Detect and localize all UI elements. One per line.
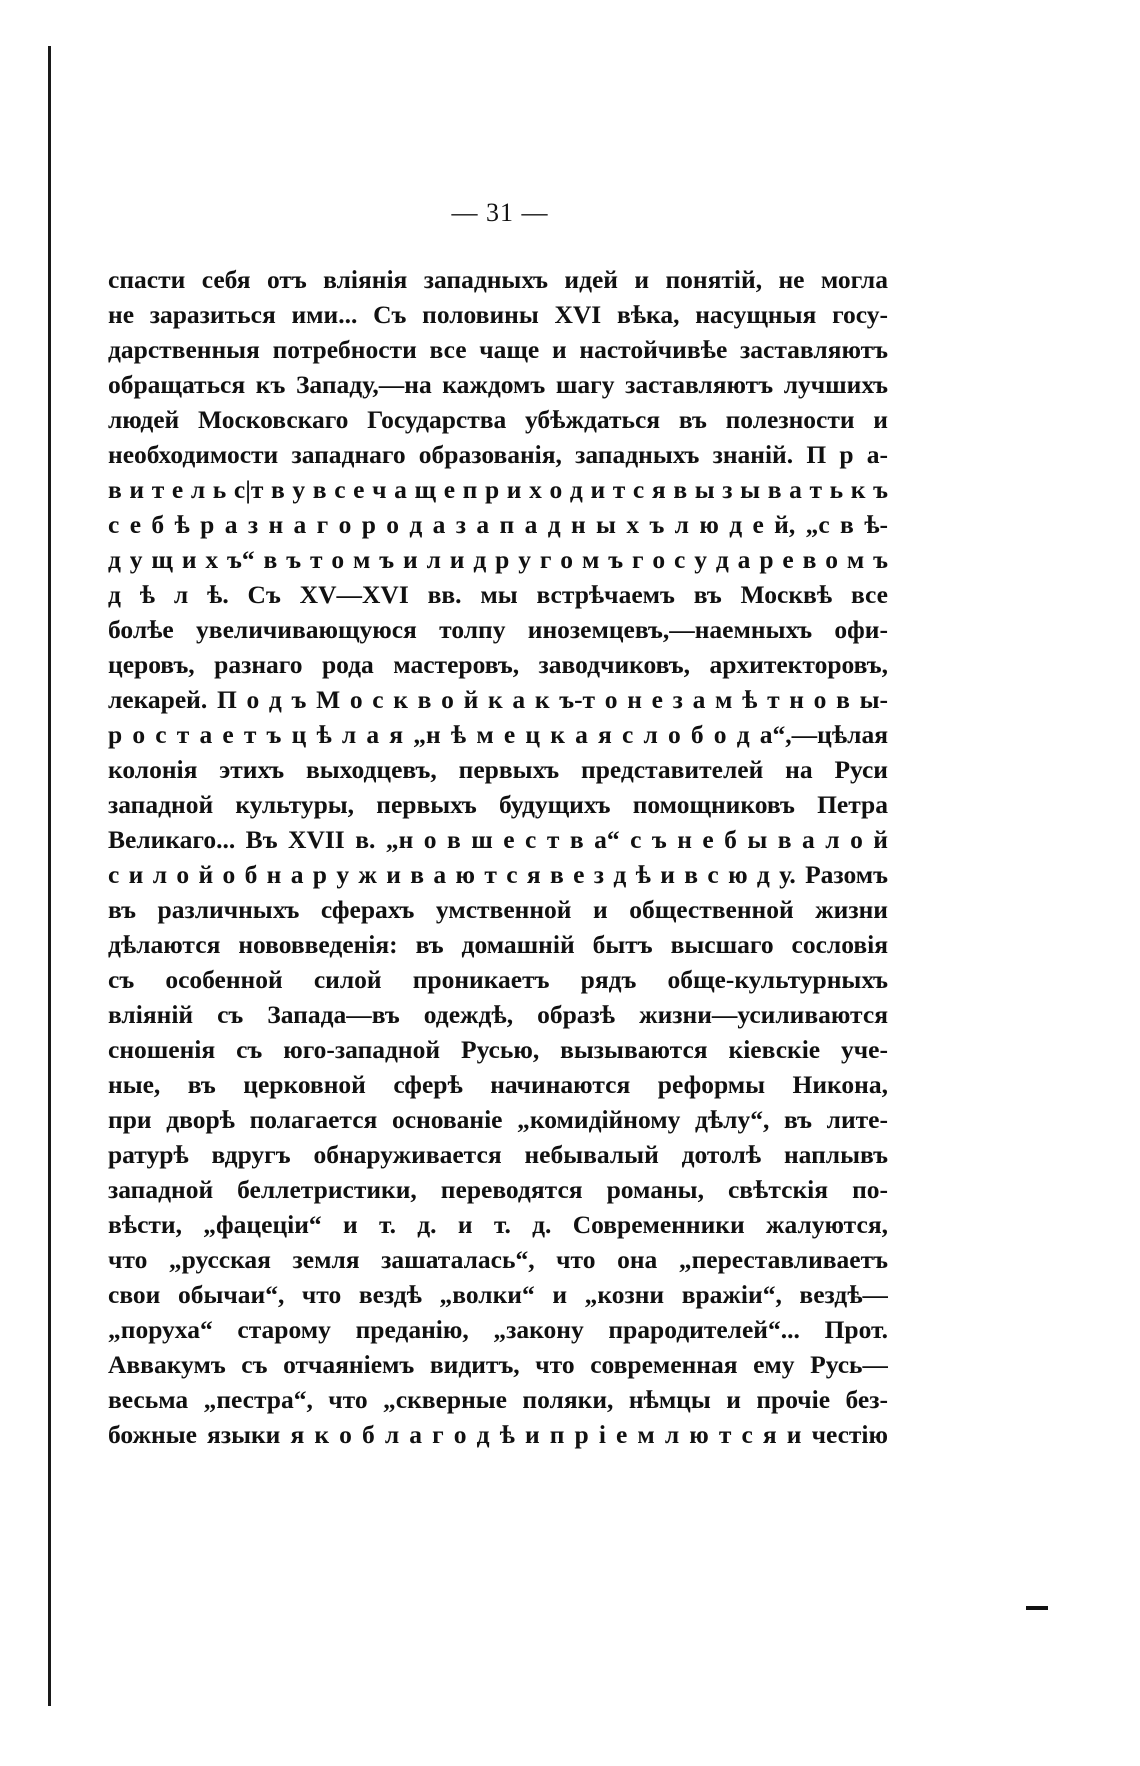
text-line: людей Московскаго Государства убѣждаться въ полезности и [108,405,888,434]
text-line: в и т е л ь с|т в у в с е ч а щ е п р и х о д и т с я в ы з ы в а т ь к ъ [108,475,888,504]
text-line: не заразиться ими... Съ половины XVI вѣка, насущныя госу- [108,300,888,329]
text-line: Великаго... Въ XVII в. „н о в ш е с т в а“ с ъ н е б ы в а л о й [108,825,888,854]
page-edge-mark [1026,1606,1048,1610]
text-line: вліяній съ Запада—въ одеждѣ, образѣ жизни—усиливаются [108,1000,888,1029]
text-line: болѣе увеличивающуюся толпу иноземцевъ,—наемныхъ офи- [108,615,888,644]
text-line: лекарей. П о д ъ М о с к в о й к а к ъ-т о н е з а м ѣ т н о в ы- [108,685,888,714]
text-line: „поруха“ старому преданію, „закону прародителей“... Прот. [108,1315,888,1344]
text-line: с е б ѣ р а з н а г о р о д а з а п а д н ы х ъ л ю д е й, „с в ѣ- [108,510,888,539]
text-line: д ѣ л ѣ. Съ XV—XVI вв. мы встрѣчаемъ въ Москвѣ все [108,580,888,609]
text-line: что „русская земля зашаталась“, что она „переставливаетъ [108,1245,888,1274]
text-line: необходимости западнаго образованія, западныхъ знаній. П р а- [108,440,888,469]
text-line: западной беллетристики, переводятся романы, свѣтскія по- [108,1175,888,1204]
text-line: обращаться къ Западу,—на каждомъ шагу заставляютъ лучшихъ [108,370,888,399]
text-line: с и л о й о б н а р у ж и в а ю т с я в е з д ѣ и в с ю д у. Разомъ [108,860,888,889]
text-line: ные, въ церковной сферѣ начинаются реформы Никона, [108,1070,888,1099]
text-line: при дворѣ полагается основаніе „комидійному дѣлу“, въ лите- [108,1105,888,1134]
text-line: д у щ и х ъ“ в ъ т о м ъ и л и д р у г о м ъ г о с у д а р е в о м ъ [108,545,888,574]
text-line: р о с т а е т ъ ц ѣ л а я „н ѣ м е ц к а я с л о б о д а“,—цѣлая [108,720,888,749]
text-line: колонія этихъ выходцевъ, первыхъ представителей на Руси [108,755,888,784]
text-line: дарственныя потребности все чаще и настойчивѣе заставляютъ [108,335,888,364]
text-line: церовъ, разнаго рода мастеровъ, заводчиковъ, архитекторовъ, [108,650,888,679]
text-line: ратурѣ вдругъ обнаруживается небывалый дотолѣ наплывъ [108,1140,888,1169]
binding-edge-line [48,46,51,1706]
text-line: западной культуры, первыхъ будущихъ помощниковъ Петра [108,790,888,819]
text-line: съ особенной силой проникаетъ рядъ обще-культурныхъ [108,965,888,994]
page-number: — 31 — [451,198,549,227]
text-line: весьма „пестра“, что „скверные поляки, нѣмцы и прочіе без- [108,1385,888,1414]
text-line: божные языки я к о б л а г о д ѣ и п р і е м л ю т с я и честію [108,1420,888,1449]
text-line: вѣсти, „фацеціи“ и т. д. и т. д. Современники жалуются, [108,1210,888,1239]
text-line: свои обычаи“, что вездѣ „волки“ и „козни вражіи“, вездѣ— [108,1280,888,1309]
body-text [108,262,888,1452]
text-line: въ различныхъ сферахъ умственной и общественной жизни [108,895,888,924]
text-line: Аввакумъ съ отчаяніемъ видитъ, что современная ему Русь— [108,1350,888,1379]
text-line: сношенія съ юго-западной Русью, вызываются кіевскіе уче- [108,1035,888,1064]
text-line: дѣлаются нововведенія: въ домашній бытъ высшаго сословія [108,930,888,959]
text-line: спасти себя отъ вліянія западныхъ идей и понятій, не могла [108,265,888,294]
